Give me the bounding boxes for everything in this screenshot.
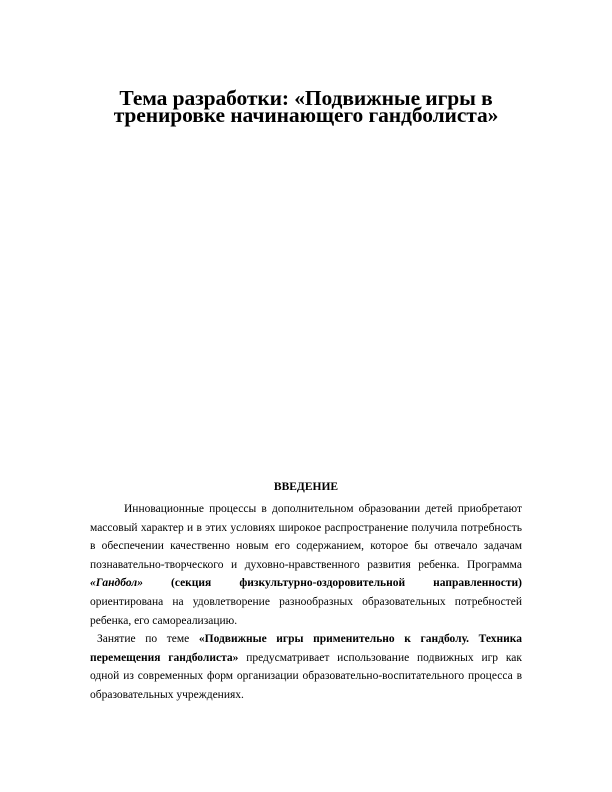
document-title bbox=[100, 86, 512, 127]
paragraph-1-text-start: Инновационные процессы в дополнительном образовании детей приобретают массовый характер и в этих условиях широкое распространение получила потребность в обеспечении качественно новым его содержанием, которое бы отвечало задачам познавательно-творческого и духовно-нравственного развития ребенка. Программа bbox=[90, 503, 522, 571]
introduction-paragraph-2 bbox=[90, 630, 522, 704]
program-section: (секция физкультурно-оздоровительной направленности) bbox=[142, 577, 522, 590]
section-heading-introduction: ВВЕДЕНИЕ bbox=[273, 481, 339, 493]
introduction-paragraph-1 bbox=[90, 500, 522, 630]
lesson-topic: «Подвижные игры применительно к гандболу. Техника перемещения гандболиста» bbox=[90, 633, 522, 664]
program-name: «Гандбол» bbox=[90, 577, 143, 590]
document-title-line-1: Тема разработки: «Подвижные игры в bbox=[119, 86, 493, 110]
paragraph-2-text-end: предусматривает использование подвижных игр как одной из современных форм организации образовательно-воспитательного процесса в образовательных учреждениях. bbox=[90, 651, 522, 701]
document-title-line-2: тренировке начинающего гандболиста» bbox=[113, 103, 499, 127]
paragraph-1-text-end: ориентирована на удовлетворение разнообразных образовательных потребностей ребенка, его самореализацию. bbox=[90, 595, 522, 627]
paragraph-2-text-start: Занятие по теме bbox=[97, 633, 199, 645]
